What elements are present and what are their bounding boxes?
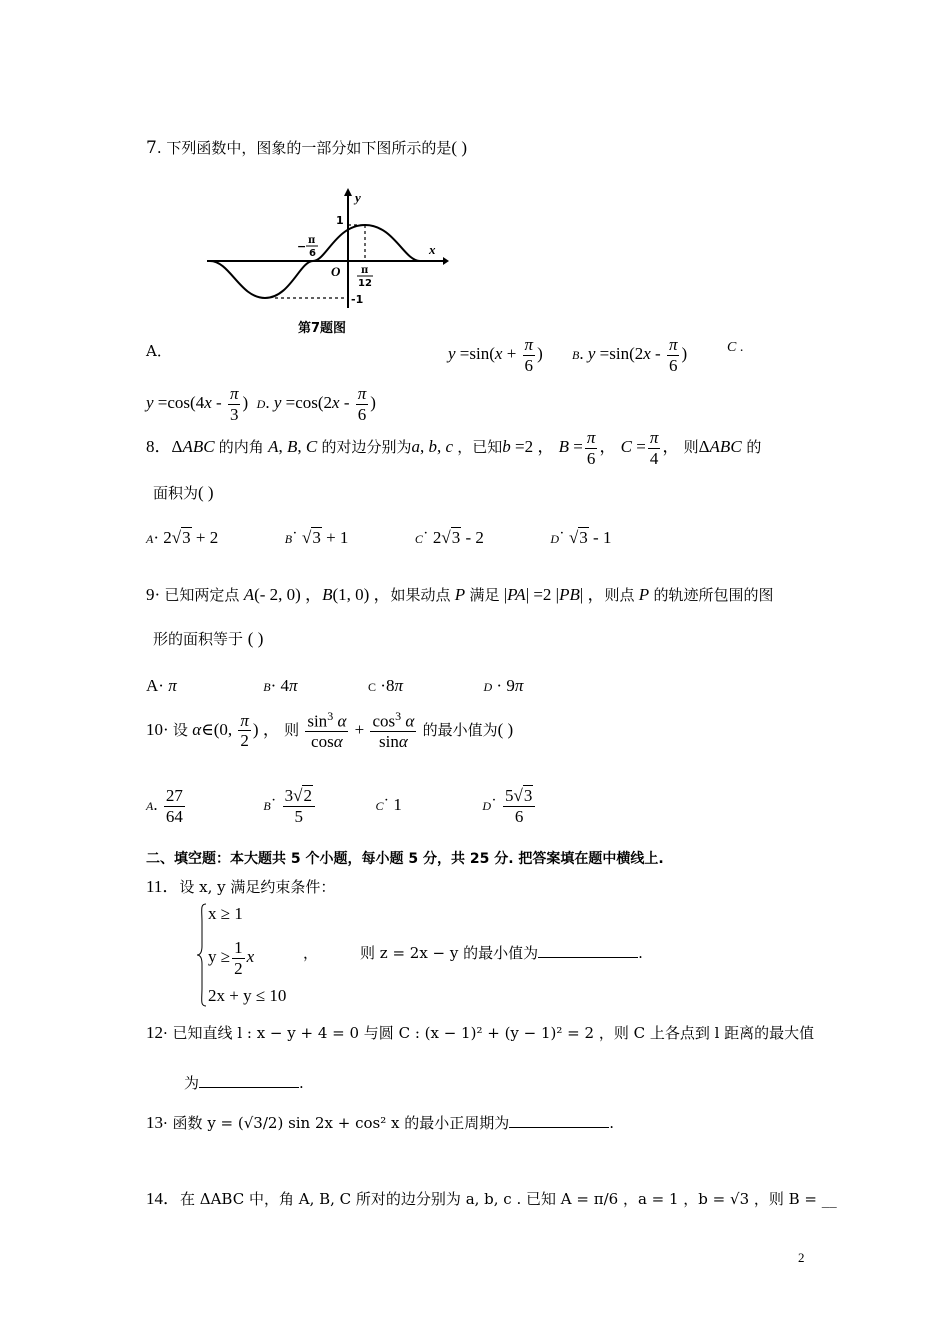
q9-stem-line2: 形的面积等于 ( )	[153, 629, 264, 648]
q7-option-a-label: A．	[146, 342, 172, 360]
y-minus-one-label: -1	[351, 293, 364, 306]
q11-answer-blank[interactable]	[538, 956, 638, 958]
q11-constraint-3: 2x + y ≤ 10	[208, 986, 287, 1005]
pi-den: 12	[358, 278, 372, 289]
neg-sign: −	[297, 240, 307, 253]
q10-options: A. $\frac{27}{64}$ B˙ $\frac{3√2}{5}$ C˙ 1 D˙ $\frac{5√3}{6}$	[146, 786, 537, 826]
q8-options: A· 2√3 + 2 B˙ √3 + 1 C˙ 2√3 - 2 D˙ √3 - 1	[146, 528, 612, 547]
q11-stem: 11．设 x, y 满足约束条件：	[146, 877, 336, 896]
q14-stem: 14．在 ΔABC 中，角 A, B, C 所对的边分别为 a, b, c . 已知 A = π/6 ，a = 1 ，b = √3 ，则 B = __	[146, 1189, 837, 1208]
origin-label: O	[331, 264, 341, 279]
neg-pi-den: 6	[309, 248, 316, 259]
x-label: x	[429, 242, 436, 257]
q9-stem-line1: 9· 已知两定点 A(- 2, 0) ，B(1, 0) ，如果动点 P 满足 |PA| =2 |PB| ，则点 P 的轨迹所包围的图	[146, 585, 774, 604]
q7-option-c: y =cos(4x - $\frac{\pi}{3}$ ) D. y =cos(2x - $\frac{\pi}{6}$ )	[146, 384, 376, 424]
y-label: y	[355, 190, 361, 205]
q13-answer-blank[interactable]	[509, 1126, 609, 1128]
q7-option-a: y =sin(x + $\frac{\pi}{6}$ )	[448, 335, 543, 375]
q13-stem: 13· 函数 y = (√3/2) sin 2x + cos² x 的最小正周期为 .	[146, 1113, 615, 1132]
q11-comma: ，	[303, 944, 319, 962]
pi-num: π	[361, 265, 369, 276]
neg-pi-num: π	[308, 235, 316, 246]
q11-constraint-1: x ≥ 1	[208, 904, 243, 923]
q11-constraint-2: y ≥ $\frac{1}{2}$ x	[208, 938, 255, 978]
sine-graph-figure	[205, 188, 450, 313]
q12-stem-line1: 12· 已知直线 l : x − y + 4 = 0 与圆 C : (x − 1)² + (y − 1)² = 2 ，则 C 上各点到 l 距离的最大值	[146, 1023, 815, 1042]
y-one-label: 1	[336, 214, 344, 227]
page-number: 2	[798, 1250, 805, 1265]
q8-stem-line2: 面积为( )	[153, 483, 214, 502]
figure-caption: 第7题图	[298, 321, 347, 336]
q12-stem-line2: 为 .	[184, 1074, 304, 1092]
q7-stem: 7. 下列函数中，图象的一部分如下图所示的是( )	[146, 138, 467, 158]
q7-option-c-label: C .	[727, 340, 744, 355]
section-two-header: 二、填空题：本大题共 5 个小题，每小题 5 分，共 25 分. 把答案填在题中横线上.	[146, 851, 664, 867]
q12-answer-blank[interactable]	[199, 1086, 299, 1088]
q8-stem-line1: 8．ΔABC 的内角 A, B, C 的对边分别为a, b, c ，已知b =2 ， B = $\frac{\pi}{6}$ ， C = $\frac{\pi}{4}$ ， 则ΔABC 的	[146, 428, 762, 468]
q9-options: A· π B· 4π C ·8π D · 9π	[146, 676, 524, 695]
q11-question: 则 z = 2x − y 的最小值为 .	[360, 944, 643, 962]
q10-stem: 10· 设 α∈(0, $\frac{\pi}{2}$ ) ， 则 $\frac{\sin^3 \alpha}{\cos\alpha}$ + $\frac{\cos^3 \alpha}{\sin\alpha}$ 的最小值为( )	[146, 709, 514, 752]
left-brace	[196, 902, 208, 1008]
q7-option-b: B. y =sin(2x - $\frac{\pi}{6}$ )	[572, 335, 688, 375]
